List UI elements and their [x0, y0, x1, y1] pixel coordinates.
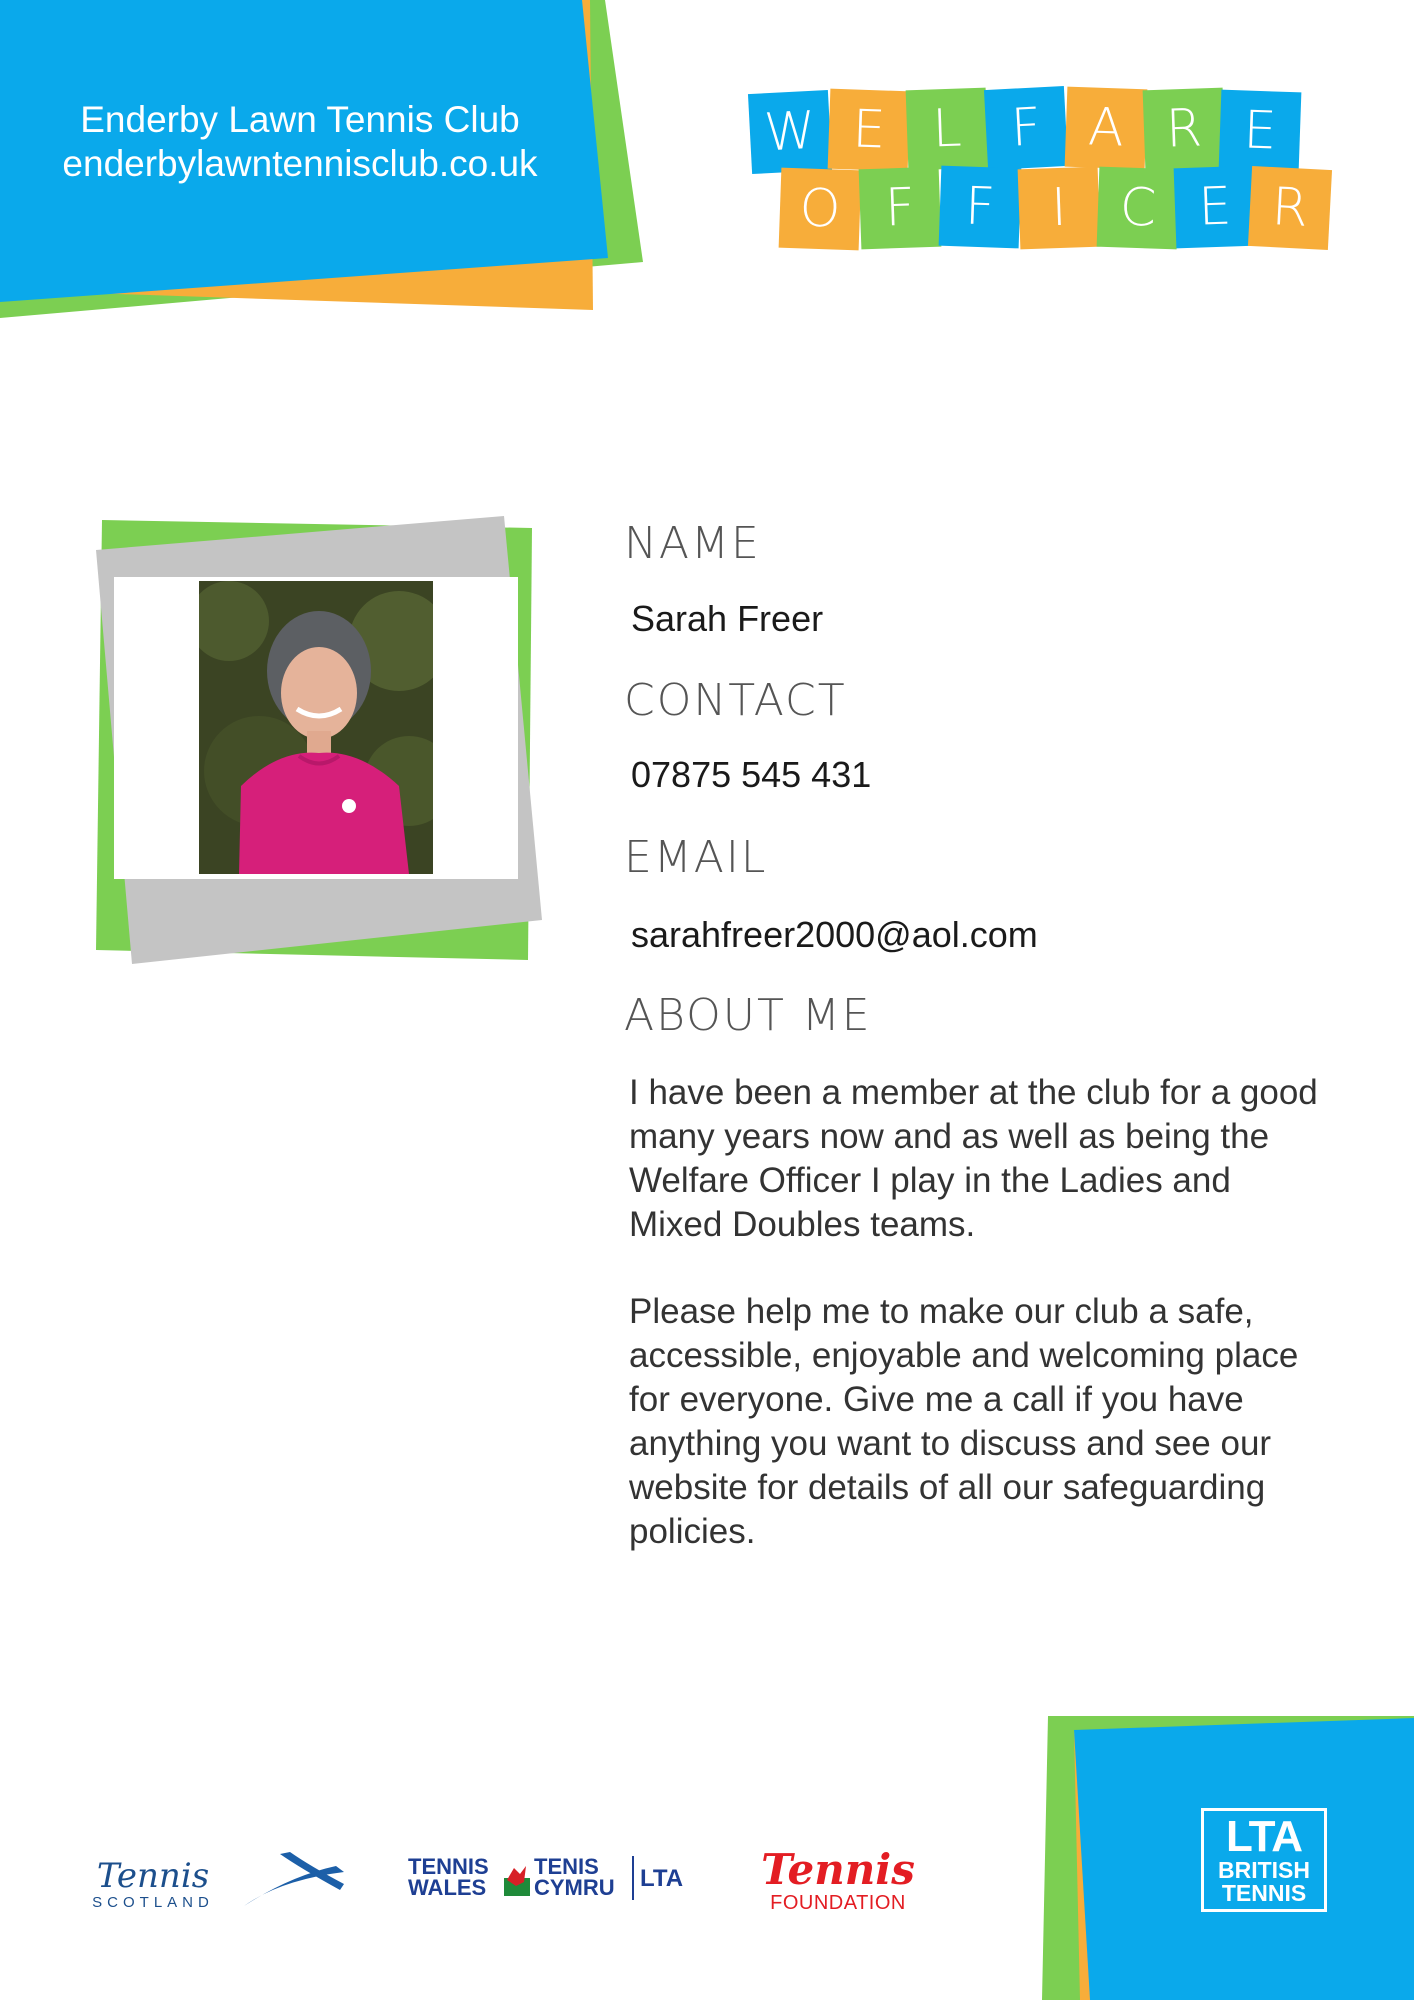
tennis-wales-l2b: CYMRU — [534, 1875, 615, 1900]
tennis-text: TENNIS — [1221, 1880, 1307, 1906]
logo-tile: E — [1174, 166, 1257, 249]
logo-tile: F — [939, 166, 1022, 249]
club-header-text — [30, 98, 570, 186]
tennis-foundation-sub: FOUNDATION — [770, 1892, 906, 1914]
welsh-dragon-icon — [504, 1860, 530, 1896]
tennis-wales-lta: LTA — [640, 1865, 684, 1892]
logo-tile: W — [748, 90, 832, 174]
tennis-wales-l2a: WALES — [408, 1875, 487, 1900]
name-value: Sarah Freer — [631, 598, 824, 639]
club-website-link[interactable]: enderbylawntennisclub.co.uk — [62, 143, 538, 184]
logo-tile: A — [1065, 87, 1148, 170]
about-heading: ABOUT ME — [624, 990, 872, 1041]
logo-tile: F — [859, 167, 942, 250]
logo-tile: I — [1018, 167, 1101, 250]
club-name: Enderby Lawn Tennis Club — [80, 99, 520, 140]
british-text: BRITISH — [1218, 1857, 1310, 1883]
tennis-wales-l1b: TENIS — [534, 1854, 599, 1879]
logo-tile: C — [1097, 167, 1180, 250]
tennis-scotland-word: Tennis — [96, 1856, 210, 1896]
logo-tile: E — [1219, 90, 1302, 173]
name-heading: NAME — [624, 518, 761, 569]
about-paragraph-1: I have been a member at the club for a good many years now and as well as being the Welfare Officer I play in the Ladies and Mixed Doubles teams. — [629, 1073, 1318, 1244]
logo-tile: L — [906, 88, 989, 171]
email-heading: EMAIL — [624, 832, 768, 883]
tennis-foundation-logo — [758, 1845, 918, 1915]
phone-number[interactable]: 07875 545 431 — [631, 754, 872, 795]
email-address[interactable]: sarahfreer2000@aol.com — [631, 914, 1038, 955]
tennis-wales-logo — [408, 1856, 708, 1902]
tennis-scotland-sub: SCOTLAND — [92, 1894, 214, 1911]
logo-tile: R — [1248, 166, 1332, 250]
lta-british-tennis-logo — [1201, 1808, 1327, 1912]
logo-tile: F — [984, 86, 1068, 170]
tennis-scotland-logo — [88, 1858, 218, 1911]
saltire-swoosh-icon — [240, 1850, 350, 1910]
about-paragraph-2: Please help me to make our club a safe, accessible, enjoyable and welcoming place for everyone. Give me a call if you have anything you want to discuss and see our website for details of all our safeguarding policies. — [629, 1292, 1299, 1551]
tennis-wales-l1a: TENNIS — [408, 1854, 489, 1879]
logo-tile: O — [779, 168, 862, 251]
contact-heading: CONTACT — [624, 675, 847, 726]
profile-photo — [199, 581, 433, 874]
logo-tile: E — [828, 89, 911, 172]
logo-tile: R — [1143, 88, 1226, 171]
lta-text: LTA — [1226, 1812, 1302, 1861]
divider — [632, 1856, 634, 1900]
tennis-foundation-word: Tennis — [761, 1845, 915, 1894]
